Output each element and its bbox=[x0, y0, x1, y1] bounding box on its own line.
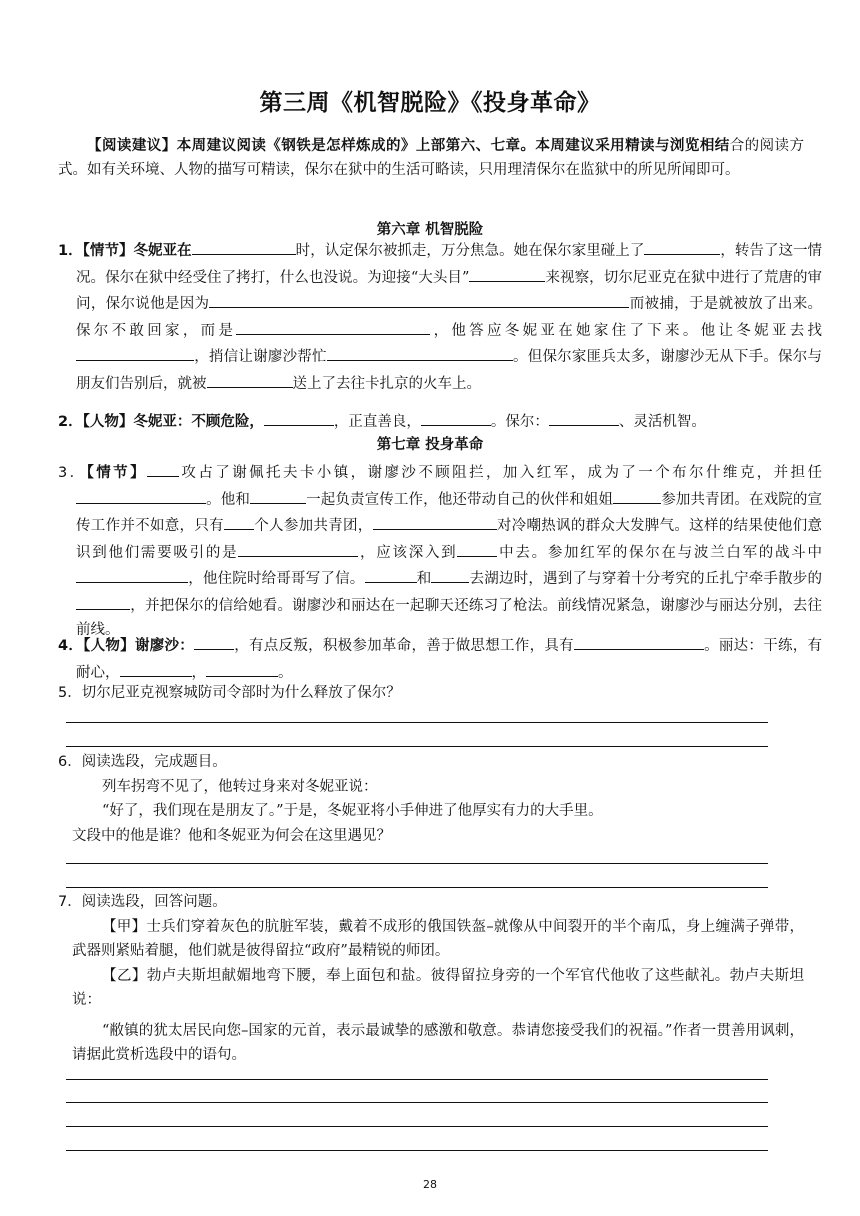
q3-text-3: 一起负责宣传工作，他还带动自己的伙伴和姐姐 bbox=[306, 491, 614, 508]
q4-tag: 【人物】 bbox=[83, 638, 135, 654]
q5-number: 5． bbox=[58, 685, 82, 701]
question-4 bbox=[58, 632, 822, 685]
q3-number: 3． bbox=[58, 465, 87, 481]
q7-text: 阅读选段，回答问题。 bbox=[81, 894, 227, 910]
chapter6-heading: 第六章 机智脱险 bbox=[376, 222, 484, 238]
answer-blank[interactable] bbox=[431, 565, 469, 583]
q7-number: 7． bbox=[58, 894, 82, 910]
page-number: 28 bbox=[423, 1178, 437, 1191]
answer-blank[interactable] bbox=[76, 486, 206, 504]
answer-blank[interactable] bbox=[194, 632, 234, 650]
q1-text-2: 时，认定保尔被抓走，万分焦急。她在保尔家里碰上了 bbox=[295, 243, 645, 259]
answer-blank[interactable] bbox=[264, 408, 334, 426]
q4-text-3: ， bbox=[191, 664, 206, 681]
q7-passage-b: 【乙】勃卢夫斯坦献媚地弯下腰，奉上面包和盐。彼得留拉身旁的一个军官代他收了这些献礼。勃卢夫斯坦说： bbox=[72, 967, 804, 1008]
q3-text-2: 。他和 bbox=[206, 491, 250, 508]
q1-text-1: 冬妮亚在 bbox=[133, 243, 192, 259]
question-2 bbox=[58, 408, 822, 435]
q2-tag: 【人物】 bbox=[82, 414, 134, 430]
answer-blank[interactable] bbox=[365, 565, 417, 583]
answer-blank[interactable] bbox=[469, 264, 545, 282]
q1-text-8: 。但保尔家匪兵太多，谢廖沙无从下手。保尔与朋友们告别后，就被 bbox=[76, 349, 823, 392]
q6-passage-1: 列车拐弯不见了，他转过身来对冬妮亚说： bbox=[102, 778, 378, 795]
answer-blank[interactable] bbox=[76, 343, 194, 361]
q3-tag: 【情节】 bbox=[86, 465, 148, 481]
q1-text-9: 送上了去往卡扎京的火车上。 bbox=[292, 375, 481, 392]
answer-blank[interactable] bbox=[457, 539, 497, 557]
answer-blank[interactable] bbox=[644, 237, 720, 255]
question-1 bbox=[58, 237, 822, 396]
q3-text-1b: 阻拦，加入红军，成为了一个布尔什维克，并担任 bbox=[452, 465, 823, 481]
q7-passage-a: 【甲】士兵们穿着灰色的肮脏军装，戴着不成形的俄国铁盔–就像从中间裂开的半个南瓜，身上缠满子弹带，武器则紧贴着腿，他们就是彼得留拉“政府”最精锐的师团。 bbox=[72, 918, 804, 959]
q3-text-12: ，并把保尔的信给她看。谢廖沙和丽达在一起聊天还练习了枪法。前线情况紧急，谢廖沙与丽达分别，去往前线。 bbox=[76, 597, 822, 638]
answer-blank[interactable] bbox=[579, 290, 629, 308]
q3-text-11: 去湖边时，遇到了与穿着十分考究的丘扎宁牵手散步的 bbox=[469, 571, 823, 587]
answer-line[interactable] bbox=[66, 722, 768, 723]
suggestion-label: 【阅读建议】 bbox=[87, 138, 177, 154]
answer-blank[interactable] bbox=[613, 486, 661, 504]
suggestion-text: 合的阅读方式。如有关环境、人物的描写可精读，保尔在狱中的生活可略读，只用理清保尔在监狱中的所见所闻即可。 bbox=[58, 138, 805, 178]
q2-text-4: 、灵活机智。 bbox=[618, 414, 706, 430]
chapter7-heading: 第七章 投身革命 bbox=[376, 437, 484, 453]
q1-text-3: ，转告了这一情况。保尔在狱中经受住了拷打，什么也没说。为迎接“大头目” bbox=[76, 243, 823, 286]
answer-blank[interactable] bbox=[224, 512, 254, 530]
q3-text-7: ，应该深入到 bbox=[358, 544, 458, 561]
answer-line[interactable] bbox=[66, 1102, 768, 1103]
question-5 bbox=[58, 681, 804, 706]
answer-blank[interactable] bbox=[207, 370, 293, 388]
answer-line[interactable] bbox=[66, 863, 768, 864]
answer-line[interactable] bbox=[66, 1079, 768, 1080]
answer-line[interactable] bbox=[66, 746, 768, 747]
q2-number: 2． bbox=[58, 414, 83, 430]
answer-blank[interactable] bbox=[549, 408, 619, 426]
q6-number: 6． bbox=[58, 754, 82, 770]
answer-line[interactable] bbox=[66, 1150, 768, 1151]
answer-blank[interactable] bbox=[209, 290, 579, 308]
q7-prompt: “敝镇的犹太居民向您–国家的元首，表示最诚挚的感激和敬意。恭请您接受我们的祝福。”作者一贯善用讽刺，请据此赏析选段中的语句。 bbox=[72, 1022, 804, 1063]
q2-text-3: 。保尔： bbox=[490, 414, 549, 430]
answer-blank[interactable] bbox=[421, 408, 491, 426]
q3-text-6: 对冷嘲热讽的群众大发脾气。这样的结果使他们意识到他们需要吸引的是 bbox=[76, 518, 823, 561]
q6-prompt: 文段中的他是谁？他和冬妮亚为何会在这里遇见？ bbox=[72, 827, 391, 844]
q3-text-8: 中去。参加红军的保尔在与波兰白军的战斗中 bbox=[497, 544, 822, 561]
answer-blank[interactable] bbox=[120, 659, 192, 677]
q3-text-4: 参加共青团。在戏院的宣传工作并不如意，只有 bbox=[76, 491, 823, 534]
q4-name: 谢廖沙： bbox=[134, 638, 194, 654]
q1-number: 1． bbox=[58, 243, 83, 259]
question-6 bbox=[58, 750, 804, 848]
answer-blank[interactable] bbox=[373, 512, 497, 530]
answer-blank[interactable] bbox=[192, 237, 296, 255]
q2-text-2: ，正直善良， bbox=[333, 414, 421, 430]
answer-line[interactable] bbox=[66, 1126, 768, 1127]
q3-text-9: ，他住院时给哥哥写了信。 bbox=[188, 571, 365, 587]
answer-blank[interactable] bbox=[76, 592, 130, 610]
page-title: 第三周《机智脱险》《投身革命》 bbox=[259, 90, 601, 116]
answer-blank[interactable] bbox=[147, 459, 179, 477]
q5-text: 切尔尼亚克视察城防司令部时为什么释放了保尔？ bbox=[81, 685, 401, 701]
reading-suggestion bbox=[58, 134, 804, 182]
q3-text-5: 个人参加共青团， bbox=[253, 518, 373, 534]
q1-text-7: ，捎信让谢廖沙帮忙 bbox=[194, 349, 327, 365]
answer-blank[interactable] bbox=[327, 343, 513, 361]
question-3 bbox=[58, 459, 822, 643]
q1-text-4: 来视察，切尔尼亚克在狱中进行了荒唐的审问，保尔说他是因为 bbox=[76, 269, 823, 312]
q4-number: 4． bbox=[58, 638, 84, 654]
answer-blank[interactable] bbox=[238, 539, 358, 557]
answer-blank[interactable] bbox=[236, 317, 430, 335]
q3-text-1: 攻占了谢佩托夫卡小镇，谢廖沙不顾 bbox=[179, 465, 453, 481]
q4-text-1: ，有点反叛，积极参加革命，善于做思想工作，具有 bbox=[234, 638, 574, 654]
answer-line[interactable] bbox=[66, 887, 768, 888]
answer-blank[interactable] bbox=[76, 565, 188, 583]
suggestion-bold-text: 本周建议阅读《钢铁是怎样炼成的》上部第六、七章。本周建议采用精读与浏览相结 bbox=[176, 138, 730, 154]
answer-blank[interactable] bbox=[574, 632, 704, 650]
q3-text-10: 和 bbox=[416, 571, 432, 587]
q4-text-2: 。丽达：干练，有耐心， bbox=[76, 638, 822, 681]
q1-text-5: 而被捕，于是就被放了出来。保尔不敢回家，而是 bbox=[76, 296, 823, 339]
q1-text-6: ，他答应冬妮亚在她家住了下来。他让冬妮亚去找 bbox=[430, 322, 823, 339]
q1-tag: 【情节】 bbox=[82, 243, 134, 259]
q4-text-4: 。 bbox=[278, 664, 293, 681]
answer-blank[interactable] bbox=[250, 486, 306, 504]
answer-blank[interactable] bbox=[206, 659, 278, 677]
question-7 bbox=[58, 890, 804, 1068]
q6-passage-2: “好了，我们现在是朋友了。”于是，冬妮亚将小手伸进了他厚实有力的大手里。 bbox=[102, 803, 603, 819]
q2-text-1: 冬妮亚：不顾危险， bbox=[133, 414, 264, 430]
q6-text: 阅读选段，完成题目。 bbox=[81, 754, 227, 770]
